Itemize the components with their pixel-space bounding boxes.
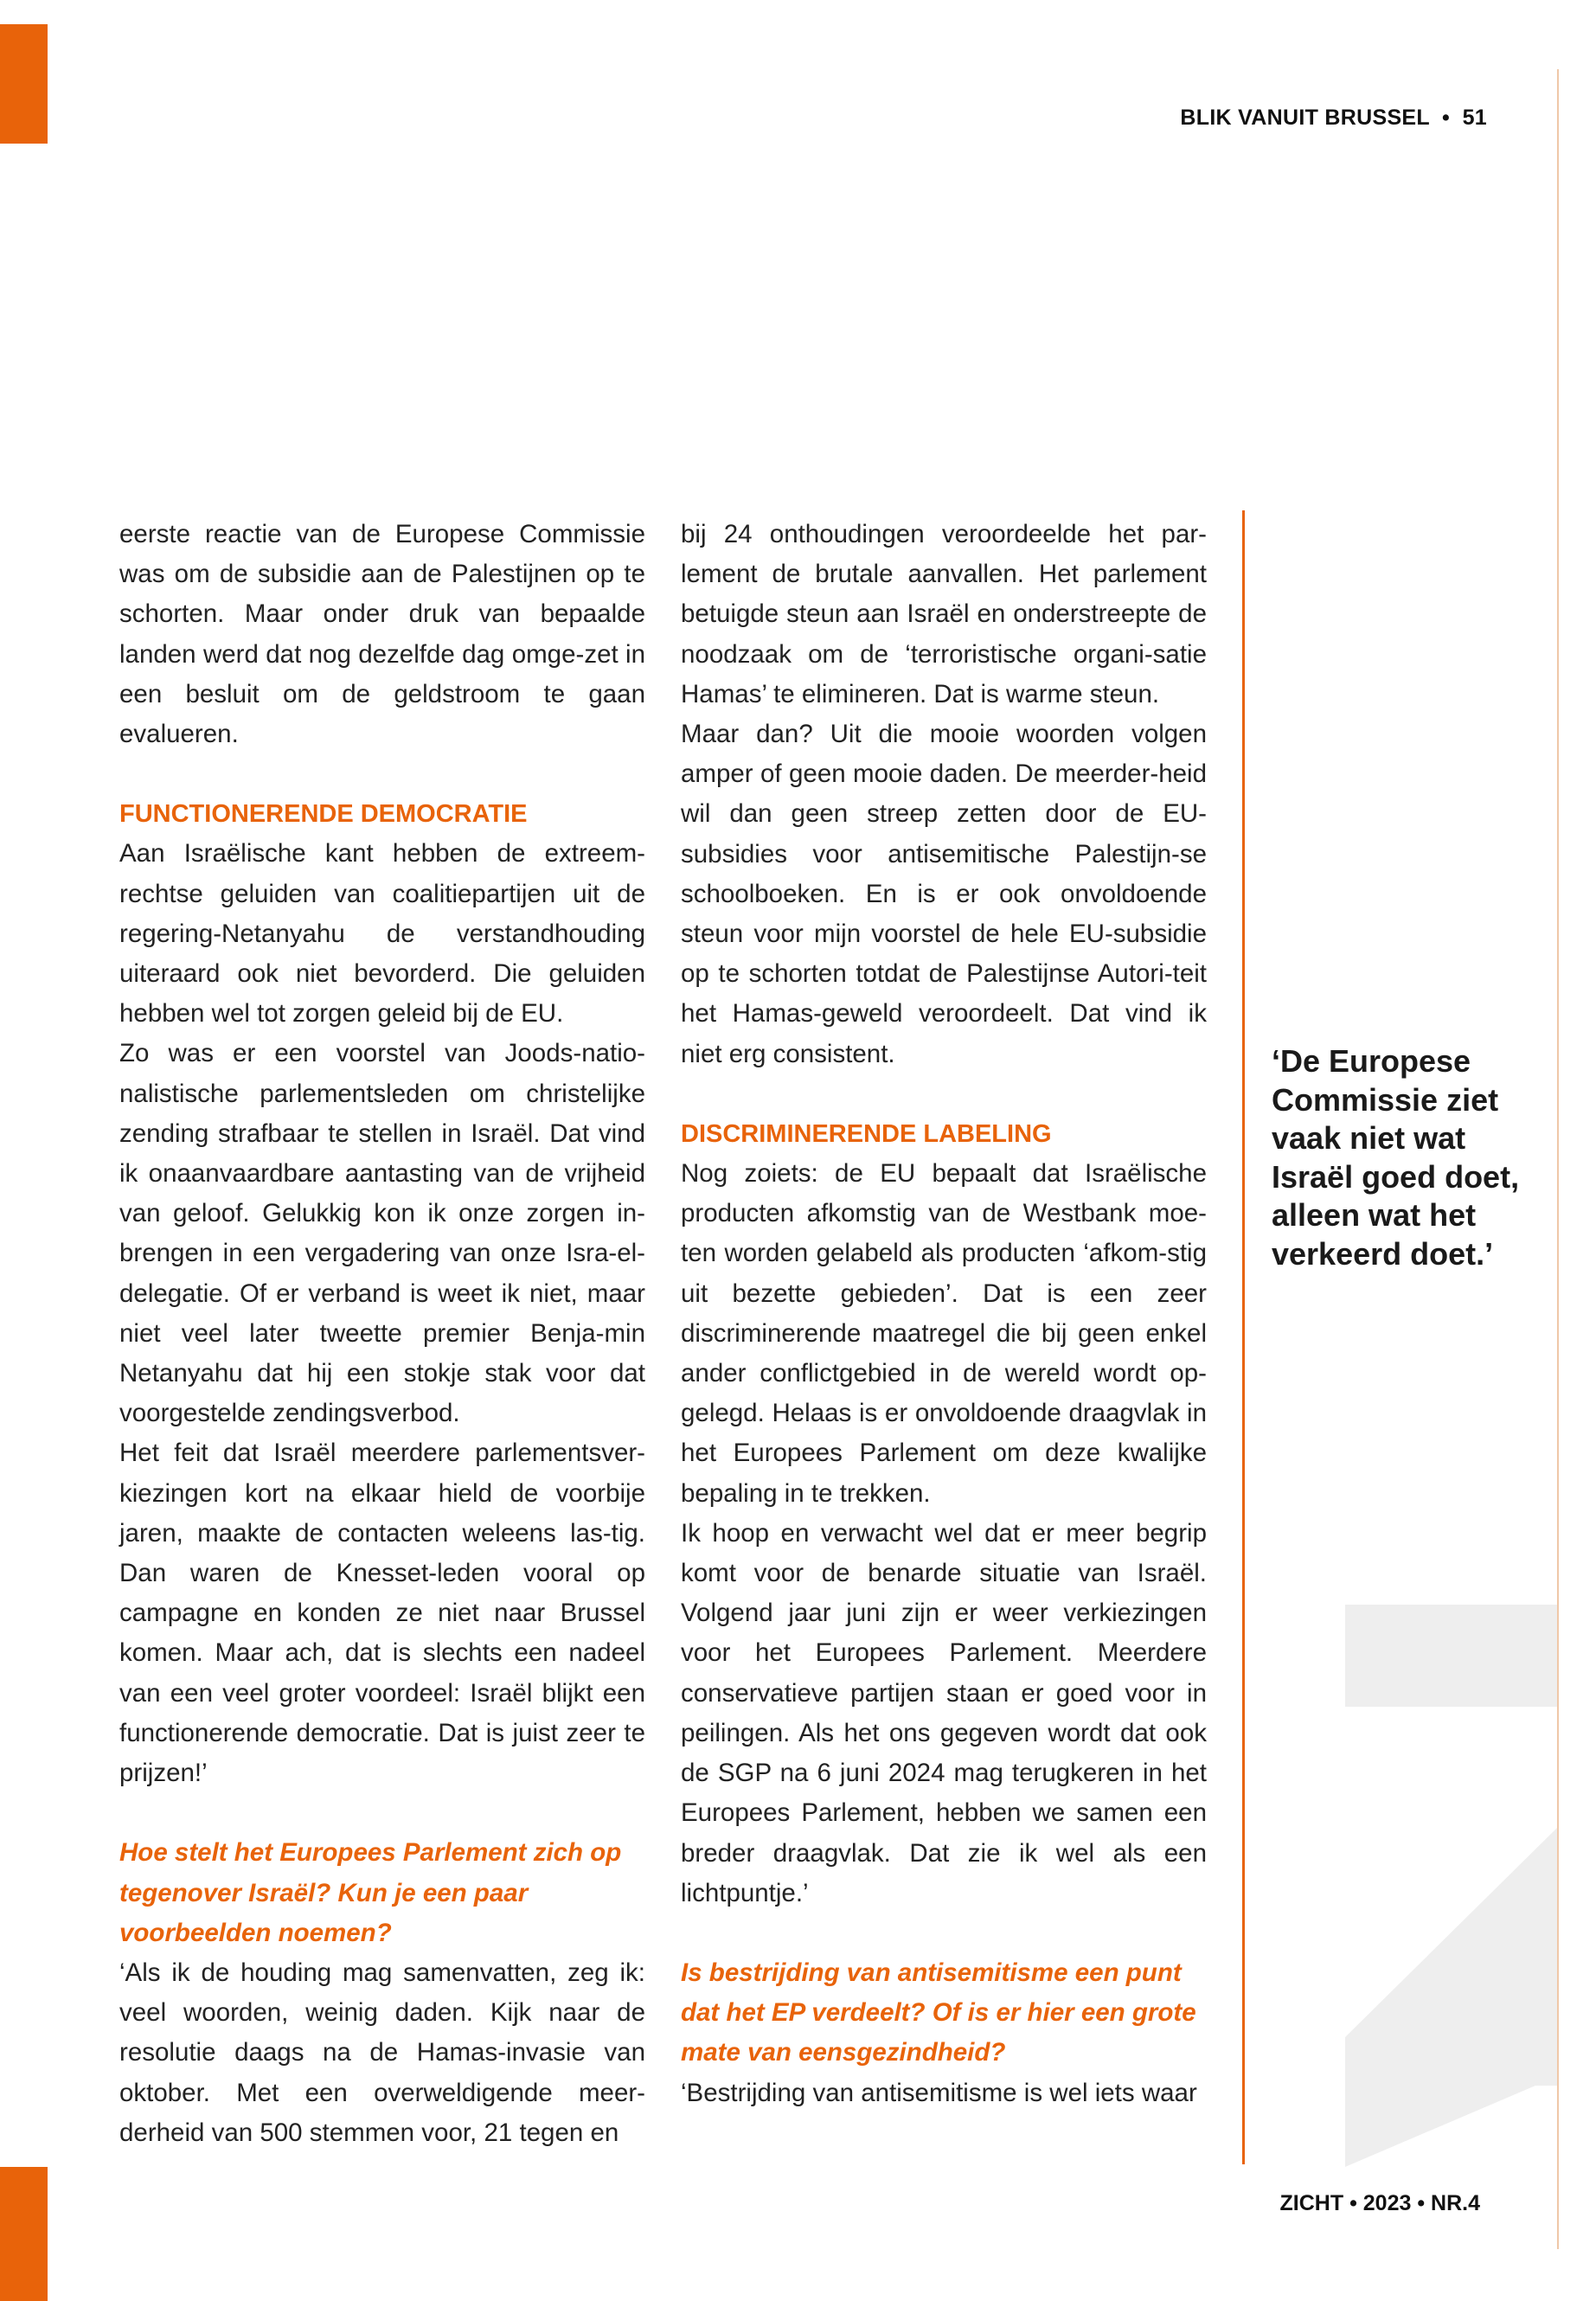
interview-question: Is bestrijding van antisemitisme een punt dat het EP verdeelt? Of is er hier een grote mate van eensgezindheid? xyxy=(681,1958,1196,2067)
pull-quote: ‘De Europese Commissie ziet vaak niet wat Israël goed doet, alleen wat het verkeerd doet.’ xyxy=(1272,1043,1520,1272)
header-section: BLIK VANUIT BRUSSEL xyxy=(1180,106,1430,130)
paragraph: ‘Als ik de houding mag samenvatten, zeg ik: veel woorden, weinig daden. Kijk naar de resolutie daags na de Hamas-invasie van oktober. Met een overweldigende meer-derheid van 500 stemmen voor, 21 tegen en xyxy=(119,1958,645,2147)
header-separator: • xyxy=(1442,106,1451,130)
top-accent-bar xyxy=(0,24,48,144)
right-margin-rule xyxy=(1557,69,1559,2249)
running-footer: ZICHT • 2023 • NR.4 xyxy=(1279,2191,1480,2215)
paragraph: ‘Bestrijding van antisemitisme is wel iets waar xyxy=(681,2078,1197,2107)
z-top-bar xyxy=(1345,1605,1557,1707)
text-column-2 xyxy=(681,515,1207,2113)
bottom-accent-bar xyxy=(0,2167,48,2301)
paragraph: Zo was er een voorstel van Joods-natio-nalistische parlementsleden om christelijke zending strafbaar te stellen in Israël. Dat vind ik onaanvaardbare aantasting van de vrijheid van geloof. Gelukkig kon ik onze zorgen in-brengen in een vergadering van onze Isra-el-delegatie. Of er verband is weet ik niet, maar niet veel later tweette premier Benja-min Netanyahu dat hij een stokje stak voor dat voorgestelde zendingsverbod. xyxy=(119,1039,645,1428)
text-column-1 xyxy=(119,515,645,2153)
pull-quote-rule xyxy=(1242,510,1245,2164)
z-diagonal xyxy=(1345,1828,1557,2167)
interview-question: Hoe stelt het Europees Parlement zich op tegenover Israël? Kun je een paar voorbeelden noemen? xyxy=(119,1838,622,1947)
page-number: 51 xyxy=(1462,106,1487,130)
paragraph: Maar dan? Uit die mooie woorden volgen amper of geen mooie daden. De meerder-heid wil dan geen streep zetten door de EU-subsidies voor antisemitische Palestijn-se schoolboeken. En is er ook onvoldoende steun voor mijn voorstel de hele EU-subsidie op te schorten totdat de Palestijnse Autori-teit het Hamas-geweld veroordeelt. Dat vind ik niet erg consistent. xyxy=(681,720,1207,1068)
paragraph: eerste reactie van de Europese Commissie was om de subsidie aan de Palestijnen op te schorten. Maar onder druk van bepaalde landen werd dat nog dezelfde dag omge-zet in een besluit om de geldstroom te gaan evalueren. xyxy=(119,520,645,749)
paragraph: Ik hoop en verwacht wel dat er meer begrip komt voor de benarde situatie van Israël. Volgend jaar juni zijn er weer verkiezingen voor het Europees Parlement. Meerdere conservatieve partijen staan er goed voor in peilingen. Als het ons gegeven wordt dat ook de SGP na 6 juni 2024 mag terugkeren in het Europees Parlement, hebben we samen een breder draagvlak. Dat zie ik wel als een lichtpuntje.’ xyxy=(681,1518,1207,1907)
section-heading: DISCRIMINERENDE LABELING xyxy=(681,1119,1052,1148)
paragraph: bij 24 onthoudingen veroordeelde het par-lement de brutale aanvallen. Het parlement betuigde steun aan Israël en onderstreepte de noodzaak om de ‘terroristische organi-satie Hamas’ te elimineren. Dat is warme steun. xyxy=(681,520,1207,708)
running-header xyxy=(1180,106,1487,131)
decorative-z-graphic xyxy=(1345,1605,1557,2167)
section-heading: FUNCTIONERENDE DEMOCRATIE xyxy=(119,800,528,829)
paragraph: Het feit dat Israël meerdere parlementsver-kiezingen kort na elkaar hield de voorbije jaren, maakte de contacten weleens las-tig. Dan waren de Knesset-leden vooral op campagne en konden ze niet naar Brussel komen. Maar ach, dat is slechts een nadeel van een veel groter voordeel: Israël blijkt een functionerende democratie. Dat is juist zeer te prijzen!’ xyxy=(119,1439,645,1788)
paragraph: Aan Israëlische kant hebben de extreem-rechtse geluiden van coalitiepartijen uit de regering-Netanyahu de verstandhouding uiteraard ook niet bevorderd. Die geluiden hebben wel tot zorgen geleid bij de EU. xyxy=(119,839,645,1029)
paragraph: Nog zoiets: de EU bepaalt dat Israëlische producten afkomstig van de Westbank moe-ten worden gelabeld als producten ‘afkom-stig uit bezette gebieden’. Dat is een zeer discriminerende maatregel die bij geen enkel ander conflictgebied in de wereld wordt op-gelegd. Helaas is er onvoldoende draagvlak in het Europees Parlement om deze kwalijke bepaling in te trekken. xyxy=(681,1159,1207,1508)
